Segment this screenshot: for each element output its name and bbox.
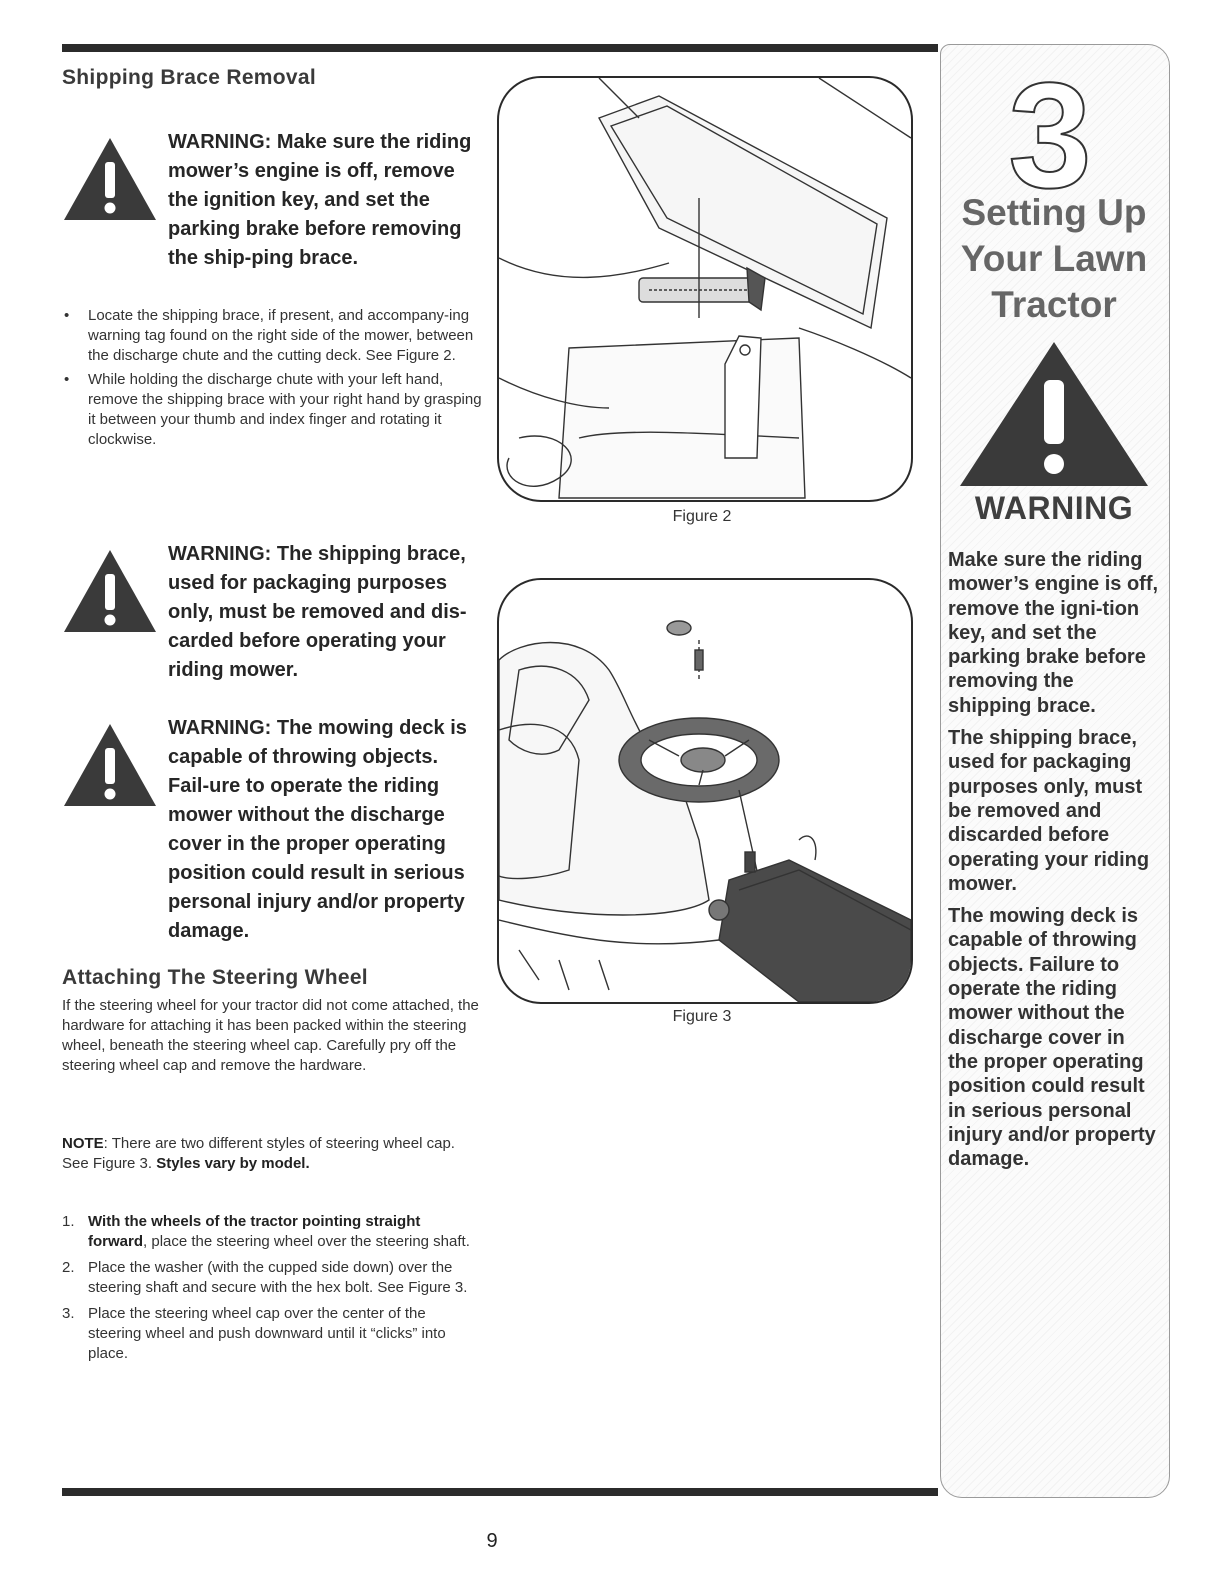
chapter-number: 3 xyxy=(1008,51,1092,219)
steering-steps xyxy=(62,1212,482,1370)
bullet-icon: • xyxy=(64,307,70,324)
warning-triangle-icon xyxy=(62,548,158,634)
warning-triangle-icon xyxy=(62,722,158,808)
figure-3-illustration xyxy=(497,578,913,1004)
top-rule xyxy=(62,44,938,52)
shipping-heading: Shipping Brace Removal xyxy=(62,66,316,89)
figure-2-caption: Figure 2 xyxy=(672,508,732,525)
bottom-rule xyxy=(62,1488,938,1496)
warning-label: WARNING xyxy=(974,490,1134,526)
list-item: 1. With the wheels of the tractor pointing straight forward, place the steering wheel over the steering shaft. xyxy=(62,1213,470,1250)
warning-block-1 xyxy=(62,128,482,273)
steering-intro: If the steering wheel for your tractor did not come attached, the hardware for attaching it has been packed within the steering wheel, beneath the steering wheel cap. Carefully pry off the steering wheel cap and remove the hardware. xyxy=(62,997,479,1074)
shipping-brace-illustration xyxy=(499,78,911,500)
list-item: • While holding the discharge chute with your left hand, remove the shipping brace with your right hand by grasping it between your thumb and index finger and rotating it clockwise. xyxy=(64,371,482,448)
figure-2-illustration xyxy=(497,76,913,502)
chapter-title: Setting Up Your Lawn Tractor xyxy=(960,192,1148,325)
steering-heading: Attaching The Steering Wheel xyxy=(62,966,368,989)
sidebar-warning-text: Make sure the riding mower’s engine is off, remove the igni-tion key, and set the parking brake before removing the shipping brace. The shipping brace, used for packaging purposes only, must be removed and discarded before operating your riding mower. The mowing deck is capable of throwing objects. Failure to operate the riding mower without the discharge cover in the proper operating position could result in serious personal injury and/or property damage. xyxy=(948,549,1159,1171)
shipping-steps xyxy=(62,306,482,454)
warning-text-1: WARNING: Make sure the riding mower’s engine is off, remove the ignition key, and set the parking brake before removing the ship-ping brace. xyxy=(168,131,472,269)
list-item: 3. Place the steering wheel cap over the center of the steering wheel and push downward until it “clicks” into place. xyxy=(62,1305,446,1362)
steering-note: NOTE: There are two different styles of steering wheel cap. See Figure 3. Styles vary by model. xyxy=(62,1135,455,1172)
page-number: 9 xyxy=(486,1530,498,1552)
warning-triangle-icon xyxy=(958,340,1150,488)
bullet-icon: • xyxy=(64,371,70,388)
figure-3-caption: Figure 3 xyxy=(672,1008,732,1025)
list-item: 2. Place the washer (with the cupped side down) over the steering shaft and secure with the hex bolt. See Figure 3. xyxy=(62,1259,468,1296)
warning-text-3: WARNING: The mowing deck is capable of throwing objects. Fail-ure to operate the riding mower without the discharge cover in the proper operating position could result in serious personal injury and/or property damage. xyxy=(168,717,467,942)
warning-triangle-icon xyxy=(62,136,158,222)
warning-block-2 xyxy=(62,540,482,685)
warning-block-3 xyxy=(62,714,482,946)
list-item: • Locate the shipping brace, if present, and accompany-ing warning tag found on the right side of the mower, between the discharge chute and the cutting deck. See Figure 2. xyxy=(64,307,474,364)
steering-wheel-illustration xyxy=(499,580,911,1002)
warning-text-2: WARNING: The shipping brace, used for packaging purposes only, must be removed and dis-carded before operating your riding mower. xyxy=(168,543,467,681)
